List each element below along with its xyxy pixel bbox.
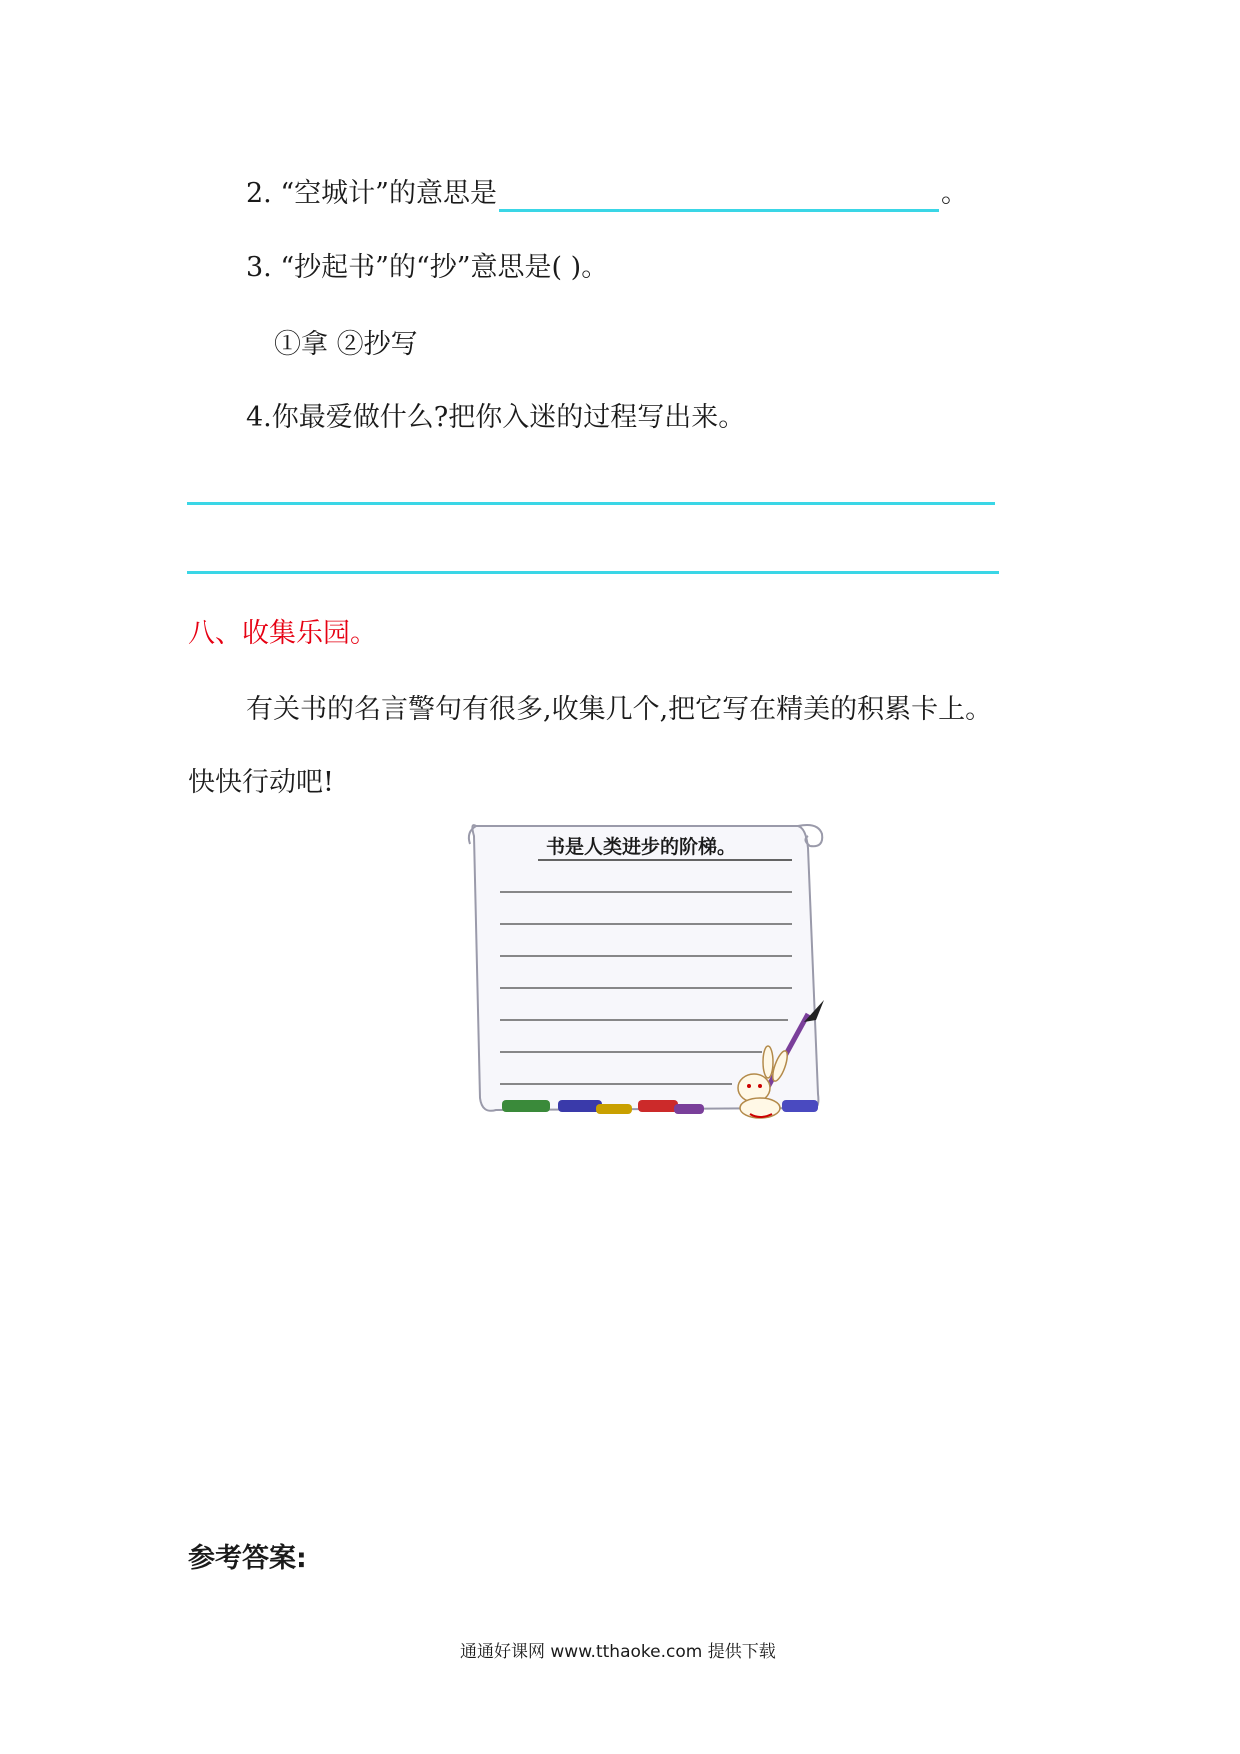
- answer-line-2[interactable]: [187, 571, 999, 574]
- answers-heading: 参考答案:: [188, 1543, 307, 1574]
- question-2-suffix: 。: [940, 178, 968, 209]
- section-8-encouragement: 快快行动吧!: [188, 767, 334, 798]
- question-2-prompt: 2. “空城计”的意思是: [246, 178, 497, 209]
- accumulation-card: [462, 818, 844, 1130]
- question-3-options: ①拿 ②抄写: [274, 329, 418, 360]
- footer-source: 通通好课网 www.tthaoke.com 提供下载: [460, 1642, 776, 1662]
- question-3: 3. “抄起书”的“抄”意思是( )。: [246, 252, 609, 283]
- question-4: 4.你最爱做什么?把你入迷的过程写出来。: [246, 402, 746, 433]
- card-title: 书是人类进步的阶梯。: [546, 836, 737, 858]
- section-8-heading: 八、收集乐园。: [188, 618, 377, 649]
- question-2: [246, 176, 968, 212]
- section-8-instruction: 有关书的名言警句有很多,收集几个,把它写在精美的积累卡上。: [246, 694, 993, 725]
- scroll-card-illustration: [462, 818, 844, 1130]
- answer-line-1[interactable]: [187, 502, 995, 505]
- question-2-answer-blank[interactable]: [499, 179, 939, 212]
